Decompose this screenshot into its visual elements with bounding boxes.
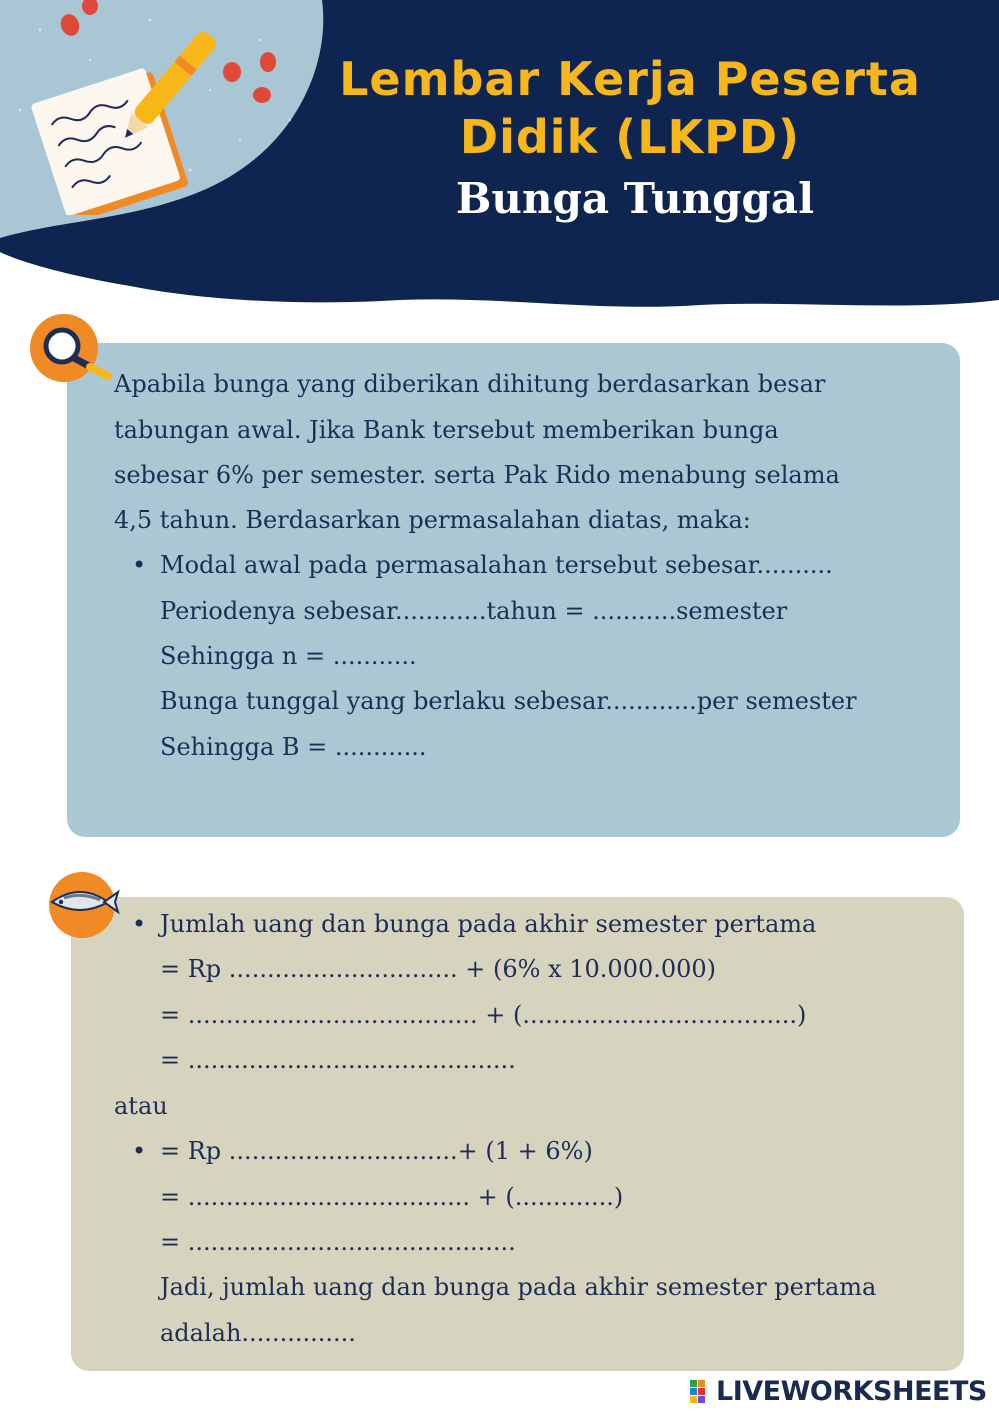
bullet-dot: • [132, 1137, 147, 1165]
liveworksheets-logo-icon [690, 1380, 714, 1404]
bullet1-line-1: Modal awal pada permasalahan tersebut sebesar.......... [160, 551, 833, 579]
bullet1-line-4: Bunga tunggal yang berlaku sebesar............per semester [160, 687, 857, 715]
fish-icon [44, 870, 122, 940]
title-line-1: Lembar Kerja Peserta [339, 52, 921, 106]
title-line-2: Didik (LKPD) [459, 110, 801, 164]
bullet-dot: • [132, 910, 147, 938]
notebook-pen-icon [28, 25, 218, 215]
bullet3-line-5: adalah............... [160, 1319, 356, 1347]
bullet-dot: • [132, 551, 147, 579]
connector-text: atau [114, 1092, 168, 1120]
bullet3-line-3: = ........................................... [160, 1228, 516, 1256]
bullet1-line-2: Periodenya sebesar............tahun = ...........semester [160, 597, 788, 625]
bullet1-line-3: Sehingga n = ........... [160, 642, 417, 670]
bullet2-line-4: = ........................................... [160, 1046, 516, 1074]
bullet3-line-1: = Rp ..............................+ (1 + 6%) [160, 1137, 593, 1165]
bullet2-line-3: = ...................................... + (....................................) [160, 1001, 807, 1029]
paragraph-line-1: Apabila bunga yang diberikan dihitung berdasarkan besar [114, 370, 826, 398]
bullet1-line-5: Sehingga B = ............ [160, 733, 427, 761]
magnifier-icon [28, 312, 118, 384]
bullet3-line-4: Jadi, jumlah uang dan bunga pada akhir semester pertama [160, 1273, 877, 1301]
paragraph-line-3: sebesar 6% per semester. serta Pak Rido menabung selama [114, 461, 840, 489]
footer-brand: LIVEWORKSHEETS [716, 1376, 987, 1407]
bullet2-line-1: Jumlah uang dan bunga pada akhir semester pertama [160, 910, 817, 938]
bullet3-line-2: = ..................................... + (.............) [160, 1183, 624, 1211]
paragraph-line-2: tabungan awal. Jika Bank tersebut memberikan bunga [114, 416, 779, 444]
subtitle: Bunga Tunggal [455, 174, 815, 223]
bullet2-line-2: = Rp .............................. + (6% x 10.000.000) [160, 955, 717, 983]
paragraph-line-4: 4,5 tahun. Berdasarkan permasalahan diatas, maka: [114, 506, 751, 534]
